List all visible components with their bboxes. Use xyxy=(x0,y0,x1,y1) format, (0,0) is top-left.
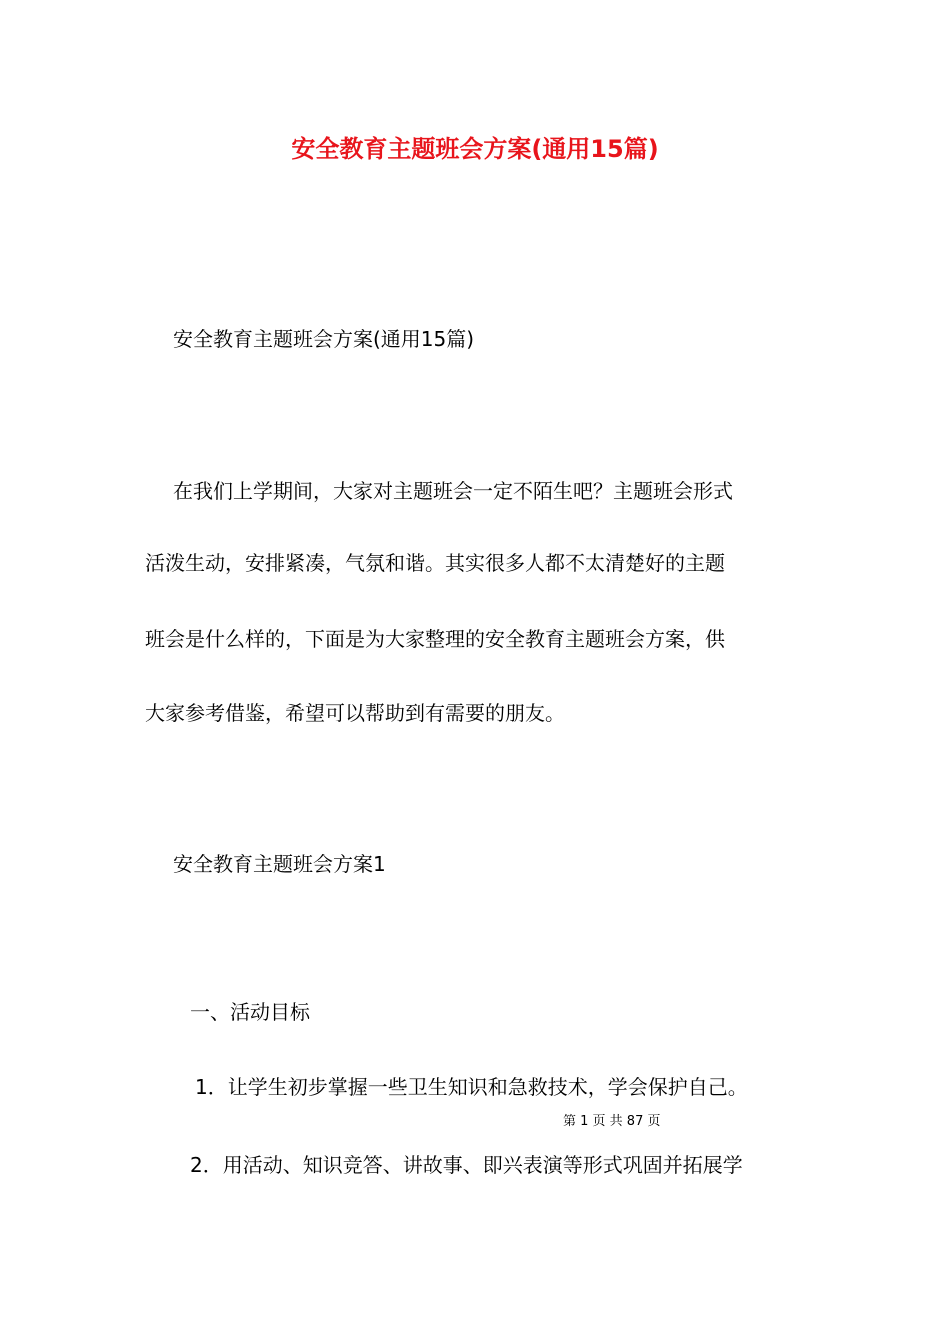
activity-heading: 一、活动目标 xyxy=(190,1000,310,1024)
page-footer: 第 1 页 共 87 页 xyxy=(563,1114,661,1129)
intro-line: 在我们上学期间，大家对主题班会一定不陌生吧？主题班会形式 xyxy=(173,479,733,503)
document-title: 安全教育主题班会方案(通用15篇) xyxy=(291,135,659,163)
intro-line: 大家参考借鉴，希望可以帮助到有需要的朋友。 xyxy=(145,701,565,725)
document-subtitle: 安全教育主题班会方案(通用15篇) xyxy=(173,327,475,351)
intro-line: 班会是什么样的，下面是为大家整理的安全教育主题班会方案，供 xyxy=(145,627,725,651)
intro-paragraph xyxy=(145,477,810,737)
section-heading: 安全教育主题班会方案1 xyxy=(173,852,386,876)
list-item: 1．让学生初步掌握一些卫生知识和急救技术，学会保护自己。 xyxy=(195,1075,748,1099)
intro-line: 活泼生动，安排紧凑，气氛和谐。其实很多人都不太清楚好的主题 xyxy=(145,551,725,575)
list-item: 2．用活动、知识竞答、讲故事、即兴表演等形式巩固并拓展学 xyxy=(190,1153,743,1177)
